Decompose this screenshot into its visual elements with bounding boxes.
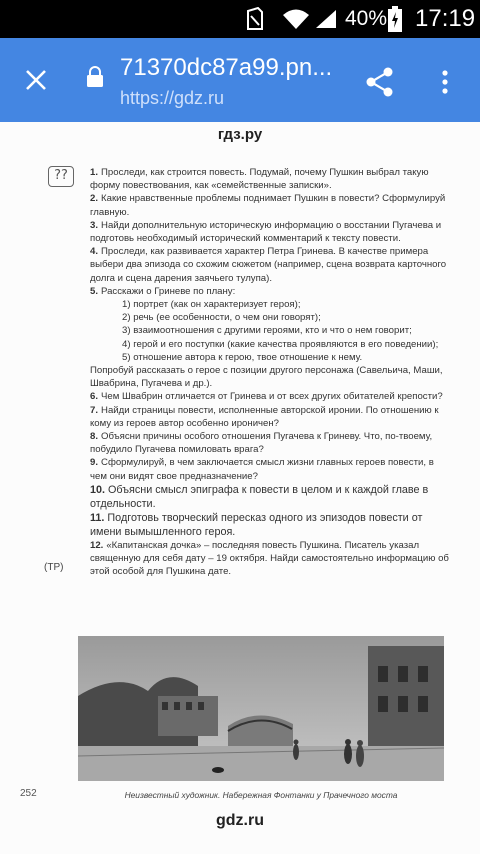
question-number: 9.	[90, 457, 99, 469]
question-number: 4.	[90, 246, 99, 258]
battery-percent: 40%	[345, 7, 388, 30]
close-icon	[25, 69, 47, 91]
plan-item: 5) отношение автора к герою, твое отношение к нему.	[122, 351, 363, 363]
question-text: Объясни смысл эпиграфа к повести в целом и к каждой главе в отдельности.	[90, 483, 429, 510]
question-number: 8.	[90, 431, 99, 443]
image-caption: Неизвестный художник. Набережная Фонтанки у Прачечного моста	[124, 790, 398, 800]
tr-mark: (ТР)	[44, 562, 64, 573]
clock: 17:19	[415, 5, 476, 32]
question-number: 11.	[90, 511, 105, 524]
question-item	[90, 456, 452, 482]
question-text: Проследи, как развивается характер Петра Гринева. В качестве примера выбери два эпизода со схожим сюжетом (например, сцена возврата карточного долга и сцена дарения заячьего тулупа).	[90, 246, 447, 284]
question-item	[90, 404, 452, 430]
plan-item: 2) речь (ее особенности, о чем они говорят);	[122, 312, 321, 324]
question-number: 6.	[90, 391, 99, 403]
site-watermark-bottom: gdz.ru	[216, 812, 264, 829]
toolbar	[0, 38, 480, 122]
question-number: 3.	[90, 219, 99, 231]
share-button[interactable]	[360, 62, 400, 102]
site-watermark-top: гдз.ру	[217, 126, 263, 143]
question-item	[90, 166, 452, 192]
question-item	[90, 192, 452, 218]
question-number: 2.	[90, 193, 99, 205]
share-icon	[366, 67, 394, 97]
sim-icon	[246, 0, 268, 38]
question-text: Объясни причины особого отношения Пугачева к Гриневу. Что, по-твоему, побудило Пугачева помиловать врага?	[90, 431, 433, 456]
plan-after-text: Попробуй рассказать о герое с позиции другого персонажа (Савельича, Маши, Швабрина, Пугачева и др.).	[90, 365, 443, 390]
question-item	[90, 390, 452, 403]
wifi-icon	[282, 0, 312, 38]
question-item	[90, 511, 452, 539]
page-title: 71370dc87a99.pn...	[120, 54, 333, 81]
question-item	[90, 245, 452, 285]
battery-icon	[388, 0, 404, 38]
question-text: Найди страницы повести, исполненные авторской иронии. По отношению к кому из героев автор особенно ироничен?	[90, 404, 439, 429]
question-item	[90, 219, 452, 245]
question-text: Найди дополнительную историческую информацию о восстании Пугачева и подготовь необходимый исторический комментарий к тексту повести.	[90, 219, 442, 245]
question-text: «Капитанская дочка» – последняя повесть Пушкина. Писатель указал священную для себя дату – 19 октября. Найди самостоятельно информацию об этой особой для Пушкина дате.	[90, 539, 449, 578]
question-number: 7.	[90, 404, 99, 416]
engraving-image	[78, 636, 444, 781]
signal-icon	[314, 0, 340, 38]
question-text: Какие нравственные проблемы поднимает Пушкин в повести? Сформулируй главную.	[90, 193, 446, 218]
question-text: Подготовь творческий пересказ одного из эпизодов повести от имени вымышленного героя.	[90, 511, 423, 538]
question-number: 1.	[90, 167, 99, 178]
plan-item: 3) взаимоотношения с другими героями, кто и что о нем говорит;	[122, 325, 412, 337]
page-number: 252	[20, 788, 37, 799]
question-number: 5.	[90, 285, 99, 297]
question-number: 12.	[90, 539, 104, 551]
question-item	[90, 483, 452, 511]
question-text: Сформулируй, в чем заключается смысл жизни главных героев повести, в чем они видят свое предназначение?	[90, 457, 434, 482]
more-vertical-icon	[442, 70, 448, 94]
question-item	[90, 539, 452, 579]
question-text: Расскажи о Гриневе по плану:	[101, 285, 236, 297]
overflow-menu-button[interactable]	[430, 62, 460, 102]
question-item	[90, 285, 452, 298]
question-item	[90, 430, 452, 456]
question-number: 10.	[90, 483, 106, 496]
status-bar	[0, 0, 480, 38]
question-text: Проследи, как строится повесть. Подумай, почему Пушкин выбрал такую форму повествования, как «семейственные записки».	[90, 167, 429, 192]
questions-list	[90, 166, 452, 578]
image-viewer[interactable]	[0, 122, 480, 854]
close-button[interactable]	[16, 60, 56, 100]
plan-item: 4) герой и его поступки (какие качества проявляются в его поведении);	[122, 338, 439, 350]
lock-icon	[86, 66, 104, 88]
question-text: Чем Швабрин отличается от Гринева и от всех других обитателей крепости?	[101, 391, 443, 403]
plan-item: 1) портрет (как он характеризует героя);	[122, 299, 301, 311]
page-url: https://gdz.ru	[120, 88, 225, 108]
question-icon: ??	[48, 166, 74, 187]
